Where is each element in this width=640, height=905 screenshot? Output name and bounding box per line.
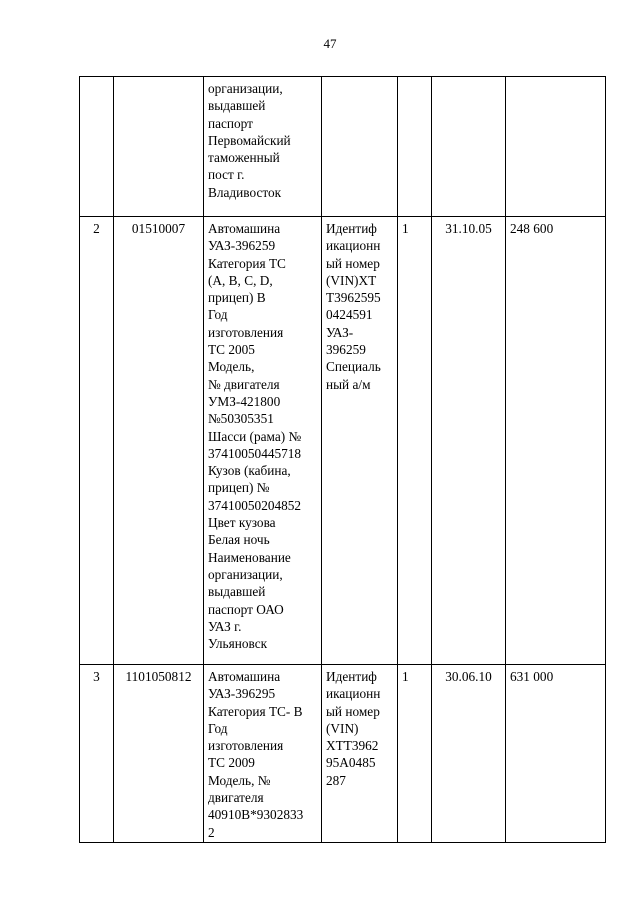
date-cell: 30.06.10: [432, 665, 506, 843]
table-row: [80, 77, 606, 217]
vehicle-identifier-cell: Идентиф икационн ый номер (VIN)XT T3962595 0424591 УАЗ- 396259 Специаль ный а/м: [322, 217, 398, 665]
inventory-code-cell: 1101050812: [114, 665, 204, 843]
cost-cell: 248 600: [506, 217, 606, 665]
cost-cell: 631 000: [506, 665, 606, 843]
vehicle-description-cell: организации, выдавшей паспорт Первомайский таможенный пост г. Владивосток: [204, 77, 322, 217]
cost-cell: [506, 77, 606, 217]
quantity-cell: [398, 77, 432, 217]
table-row: [80, 217, 606, 665]
date-cell: [432, 77, 506, 217]
row-number-cell: 2: [80, 217, 114, 665]
quantity-cell: 1: [398, 665, 432, 843]
vehicle-description-cell: Автомашина УАЗ-396295 Категория ТС- В Год изготовления ТС 2009 Модель, № двигателя 40910В*9302833 2: [204, 665, 322, 843]
vehicle-identifier-cell: Идентиф икационн ый номер (VIN) XTT3962 95A0485 287: [322, 665, 398, 843]
inventory-table: [79, 76, 606, 843]
inventory-code-cell: 01510007: [114, 217, 204, 665]
inventory-code-cell: [114, 77, 204, 217]
date-cell: 31.10.05: [432, 217, 506, 665]
row-number-cell: [80, 77, 114, 217]
page-number: 47: [323, 36, 337, 51]
row-number-cell: 3: [80, 665, 114, 843]
vehicle-description-cell: Автомашина УАЗ-396259 Категория ТС (А, В, С, D, прицеп) В Год изготовления ТС 2005 Модель, № двигателя УМЗ-421800 №50305351 Шасси (рама) № 37410050445718 Кузов (кабина, прицеп) № 37410050204852 Цвет кузова Белая ночь Наименование организации, выдавшей паспорт ОАО УАЗ г. Ульяновск: [204, 217, 322, 665]
table-row: [80, 665, 606, 843]
vehicle-identifier-cell: [322, 77, 398, 217]
quantity-cell: 1: [398, 217, 432, 665]
